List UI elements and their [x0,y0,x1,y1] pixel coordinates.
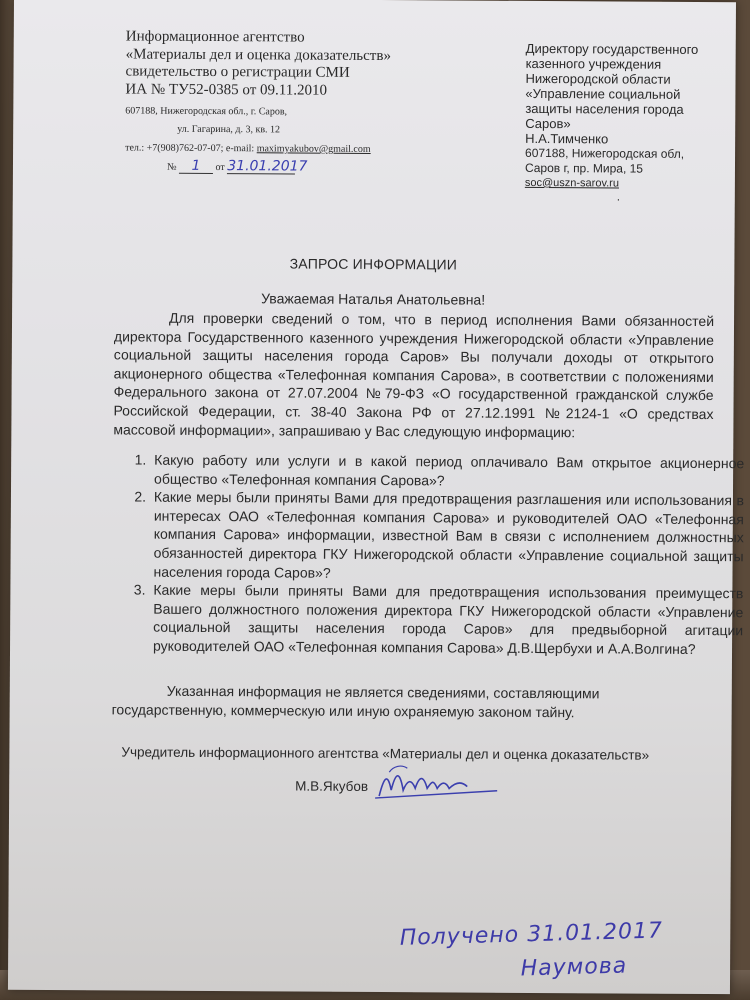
recipient-email-link[interactable]: soc@uszn-sarov.ru [524,176,620,190]
sender-contacts [125,141,455,156]
sender-address-2: ул. Гагарина, д. 3, кв. 12 [177,123,281,136]
date-label: от [215,162,225,174]
list-item: 3. Какие меры были приняты Вами для предотвращения использования преимуществ Вашего должностного положения директора ГКУ Нижегородской области «Управление социальной защиты населения города Саров» для предвыборной агитации руководителей ОАО «Телефонная компания Сарова» Д.В.Щербухи и А.А.Волгина? [149,581,743,659]
sender-line-3: свидетельство о регистрации СМИ [125,63,350,81]
sender-block [125,28,456,175]
recipient-trailing-dot: . [616,189,621,204]
sender-email-link[interactable]: maximyakubov@gmail.com [256,143,371,155]
recipient-block [525,41,736,203]
outgoing-number: 1 [179,159,213,174]
body-paragraph: Для проверки сведений о том, что в период исполнения Вами обязанностей директора Государственного казенного учреждения Нижегородской области «Управление социальной защиты населения города Саров» Вы получали доходы от открытого акционерного общества «Телефонная компания Сарова», в соответствии с положениями Федерального закона от 27.07.2004 №79-ФЗ «О государственной гражданской службе Российской Федерации, ст. 38-40 Закона РФ от 27.12.1991 №2124-1 «О средствах массовой информации», запрашиваю у Вас следующую информацию: [113,309,715,440]
received-date-note: Получено 31.01.2017 [399,918,664,951]
recipient-line-6: Саров» [525,115,571,132]
recipient-address-2: Саров г, пр. Мира, 15 [524,160,644,176]
salutation: Уважаемая Наталья Анатольевна! [261,290,486,308]
outgoing-number-line [125,158,455,175]
document-title: ЗАПРОС ИНФОРМАЦИИ [289,255,458,273]
recipient-line-3: Нижегородской области [525,70,671,87]
list-item: 1. Какую работу или услуги и в какой период оплачивало Вам открытое акционерное общество «Телефонная компания Сарова»? [150,451,744,492]
document-page [8,0,745,994]
sender-line-2: «Материалы дел и оценка доказательств» [125,45,392,64]
recipient-name: Н.А.Тимченко [525,130,609,147]
sender-line-4: ИА № ТУ52-0385 от 09.11.2010 [125,80,328,99]
recipient-line-5: защиты населения города [525,100,684,117]
sender-address-1: 607188, Нижегородская обл., г. Саров, [125,105,288,118]
number-label: № [166,161,177,173]
list-item: 2. Какие меры были приняты Вами для предотвращения разглашения или использования в интересах ОАО «Телефонная компания Сарова» и руководителей ОАО «Телефонная компания Сарова» информации, известной Вам в связи с исполнением должностных обязанностей директора ГКУ Нижегородской области «Управление социальной защиты населения города Саров»? [149,488,744,585]
recipient-address-1: 607188, Нижегородская обл, [525,145,685,161]
requests-list [122,450,744,658]
received-by-name: Наумова [520,953,628,982]
outgoing-date: 31.01.2017 [227,158,308,175]
sender-line-1: Информационное агентство [125,28,305,46]
closing-paragraph: Указанная информация не является сведениями, составляющими государственную, коммерческую или иную охраняемую законом тайну. [111,682,600,720]
received-note [399,912,731,989]
recipient-line-2: казенного учреждения [525,55,662,72]
recipient-line-4: «Управление социальной [525,85,681,102]
signer-name: М.В.Якубов [295,778,369,794]
recipient-line-1: Директору государственного [525,40,699,57]
sender-phone: тел.: +7(908)762-07-07; e-mail: [125,142,257,155]
founder-line: Учредитель информационного агентства «Материалы дел и оценка доказательств» [121,744,650,763]
signature-image [373,760,503,805]
